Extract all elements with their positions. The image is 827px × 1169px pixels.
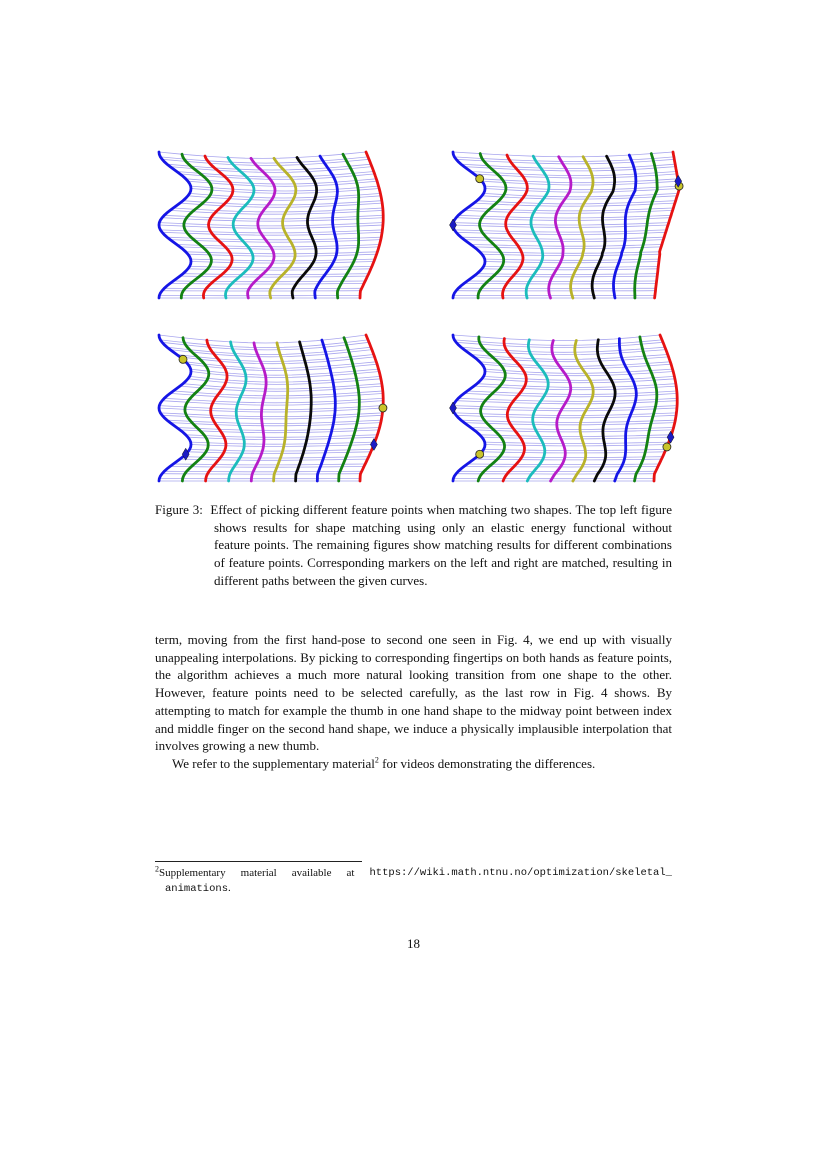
- interpolation-path: [159, 225, 383, 228]
- interpolation-path: [159, 406, 383, 410]
- page-number: 18: [407, 936, 420, 951]
- figure-panel-top-left: [153, 150, 398, 300]
- interpolation-path: [480, 179, 678, 183]
- interpolation-path: [456, 232, 666, 234]
- interpolation-path: [482, 181, 678, 185]
- feature-point-circle-marker: [179, 355, 187, 363]
- footnote-word-4: at: [346, 867, 355, 879]
- interpolation-path: [173, 281, 365, 282]
- interpolation-path: [183, 201, 382, 205]
- interpolation-path: [464, 283, 656, 284]
- interpolation-paths: [453, 152, 680, 298]
- paragraph-2-end: for videos demonstrating the differences.: [378, 755, 596, 771]
- footnote-marker: 2: [155, 864, 159, 874]
- figure-panel-bottom-left: [153, 333, 398, 483]
- interpolation-path: [170, 423, 381, 426]
- interpolation-path: [474, 386, 676, 390]
- interpolation-path: [162, 159, 369, 165]
- interpolation-path: [164, 471, 361, 472]
- interpolation-path: [485, 259, 660, 260]
- interpolation-path: [160, 413, 382, 417]
- interpolation-path: [471, 355, 668, 360]
- interpolation-path: [461, 237, 664, 239]
- footnote-word-1: Supplementary: [159, 867, 226, 879]
- paragraph-2-start: We refer to the supplementary material: [172, 755, 375, 771]
- feature-point-circle-marker: [476, 175, 484, 183]
- footnote-ref[interactable]: 2: [374, 755, 379, 765]
- interpolation-path: [464, 240, 663, 242]
- interpolation-path: [484, 266, 659, 267]
- interpolation-path: [467, 208, 673, 211]
- feature-point-circle-marker: [476, 450, 484, 458]
- interpolation-path: [183, 274, 369, 275]
- interpolation-path: [453, 223, 669, 225]
- interpolation-path: [467, 391, 677, 394]
- interpolation-path: [474, 459, 662, 460]
- interpolation-path: [471, 428, 674, 430]
- interpolation-path: [453, 335, 660, 341]
- body-text: [155, 631, 672, 773]
- interpolation-path: [188, 452, 371, 454]
- interpolation-path: [485, 445, 668, 446]
- footnote-period: .: [228, 882, 231, 894]
- interpolation-path: [160, 340, 368, 348]
- interpolation-path: [191, 442, 375, 444]
- interpolation-path: [180, 276, 368, 277]
- interpolation-path: [467, 281, 656, 282]
- interpolation-path: [484, 376, 675, 380]
- interpolation-path: [173, 208, 382, 212]
- interpolation-path: [471, 245, 662, 247]
- interpolation-path: [186, 435, 378, 438]
- interpolation-path: [191, 259, 375, 261]
- interpolation-path: [167, 237, 381, 240]
- interpolation-path: [485, 442, 669, 444]
- footnote-url-continued[interactable]: animations: [165, 883, 229, 895]
- interpolation-path: [170, 283, 364, 284]
- interpolation-path: [164, 398, 383, 403]
- interpolation-path: [159, 223, 383, 226]
- footnote: [155, 866, 672, 897]
- footnote-url[interactable]: https://wiki.math.ntnu.no/optimization/skeletal_: [369, 867, 672, 879]
- footnote-divider: [155, 861, 362, 862]
- paragraph-1: term, moving from the first hand-pose to second one seen in Fig. 4, we end up with visually unappealing interpolations. By picking to corresponding fingertips on both hands as feature points, the algorithm achieves a much more natural looking transition from one shape to the other. However, feature points need to be selected carefully, as the last row in Fig. 4 shows. By attempting to match for example the thumb in one hand shape to the midway point between index and middle finger on the second hand shape, we induce a physically implausible interpolation that involves growing a new thumb.: [155, 632, 672, 754]
- interpolation-path: [484, 449, 666, 450]
- feature-point-circle-marker: [379, 404, 387, 412]
- interpolation-path: [177, 355, 374, 362]
- interpolation-path: [170, 167, 372, 173]
- interpolation-path: [186, 252, 378, 254]
- interpolation-path: [482, 269, 658, 270]
- interpolation-path: [480, 362, 671, 367]
- figure-panel-bottom-right: [447, 333, 692, 483]
- interpolation-path: [461, 420, 675, 422]
- interpolation-path: [480, 252, 660, 254]
- interpolation-path: [471, 172, 677, 176]
- interpolation-path: [167, 347, 371, 354]
- feature-point-circle-marker: [663, 443, 671, 451]
- caption-label: Figure 3:: [155, 502, 203, 517]
- interpolation-path: [177, 245, 380, 247]
- interpolation-path: [485, 189, 680, 193]
- interpolation-path: [474, 276, 657, 277]
- interpolation-path: [477, 457, 663, 458]
- interpolation-path: [454, 413, 676, 416]
- interpolation-path: [190, 193, 381, 198]
- figure-panel-top-right: [447, 150, 692, 300]
- interpolation-path: [190, 266, 372, 267]
- interpolation-path: [482, 254, 660, 255]
- interpolation-path: [167, 420, 381, 423]
- interpolation-path: [485, 186, 679, 190]
- interpolation-path: [484, 193, 678, 196]
- interpolation-path: [190, 449, 372, 451]
- caption-text: Effect of picking different feature points when matching two shapes. The top left figure shows results for shape matching using only an elastic energy functional without feature points. The remaining figures show matching results for different combinations of feature points. Corresponding markers on the left and right are matched, resulting in different paths between the given curves.: [210, 502, 672, 588]
- interpolation-path: [188, 269, 371, 270]
- interpolation-path: [173, 464, 365, 465]
- interpolation-path: [180, 247, 379, 249]
- interpolation-path: [159, 335, 366, 343]
- interpolation-path: [482, 437, 671, 439]
- footnote-word-3: available: [291, 867, 332, 879]
- interpolation-path: [170, 210, 383, 214]
- interpolation-path: [453, 152, 673, 157]
- interpolation-path: [188, 379, 381, 385]
- interpolation-path: [474, 247, 661, 249]
- interpolation-path: [458, 215, 671, 218]
- footnote-word-2: material: [240, 867, 277, 879]
- interpolation-paths: [159, 152, 383, 298]
- interpolation-path: [162, 218, 383, 222]
- interpolation-path: [477, 384, 676, 388]
- interpolation-path: [485, 369, 673, 373]
- interpolation-path: [480, 435, 672, 437]
- interpolation-path: [477, 201, 676, 204]
- interpolation-path: [191, 262, 374, 264]
- interpolation-path: [160, 230, 382, 233]
- interpolation-path: [164, 215, 383, 219]
- interpolation-path: [177, 428, 380, 431]
- interpolation-path: [180, 459, 368, 460]
- interpolation-path: [482, 196, 677, 199]
- figure-caption: [155, 501, 672, 590]
- interpolation-path: [183, 457, 369, 458]
- interpolation-path: [159, 152, 366, 158]
- interpolation-path: [188, 254, 377, 256]
- interpolation-path: [170, 466, 364, 467]
- interpolation-path: [485, 262, 659, 263]
- interpolation-path: [454, 230, 666, 232]
- interpolation-path: [162, 415, 382, 419]
- interpolation-path: [482, 452, 665, 453]
- interpolation-path: [477, 274, 658, 275]
- interpolation-path: [474, 430, 673, 432]
- interpolation-path: [464, 423, 675, 425]
- paragraph-2: [155, 755, 672, 773]
